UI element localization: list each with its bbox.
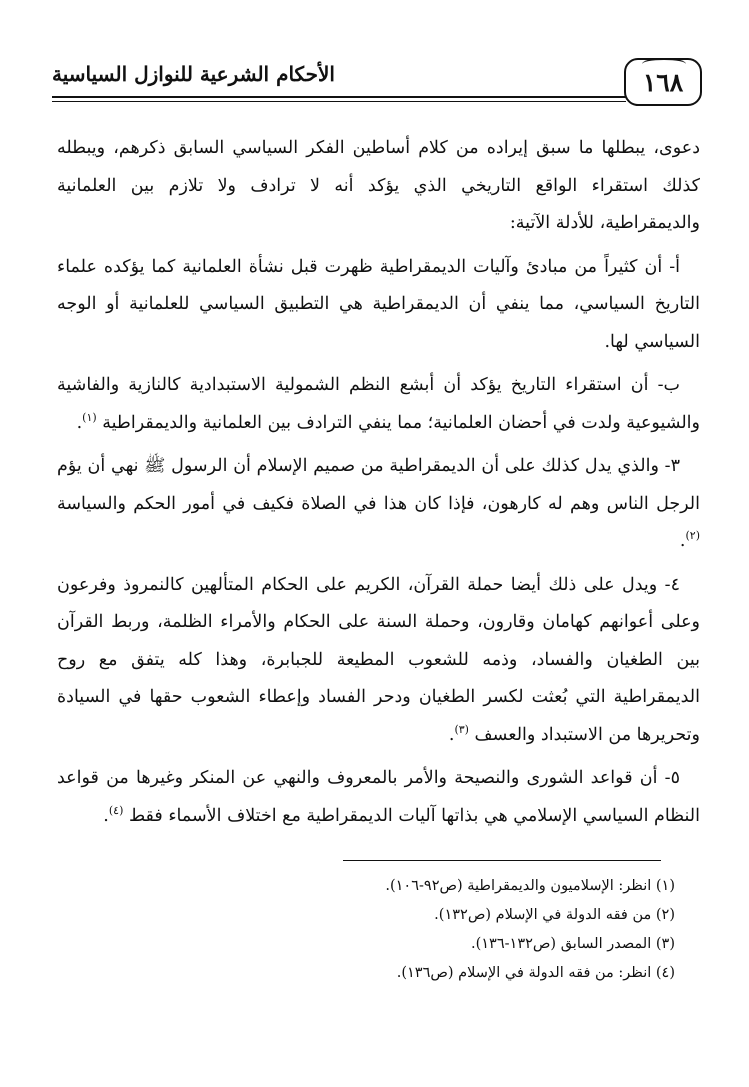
page-number: ١٦٨ xyxy=(642,67,684,97)
footnote-item: (٣) المصدر السابق (ص١٣٢-١٣٦). xyxy=(470,936,675,952)
page-header xyxy=(52,52,702,110)
point-4: ٤- ويدل على ذلك أيضا حملة القرآن، الكريم على الحكام المتألهين كالنمروذ وفرعون وعلى أعوانهم كهامان وقارون، وحملة السنة على الحكام والأمراء الظلمة، وربط القرآن بين الطغيان والفساد، وذمه للشعوب المطيعة للجبابرة، وهذا كله يتفق مع روح الديمقراطية التي بُعثت لكسر الطغيان ودحر الفساد وإعطاء الشعوب حقها في السيادة وتحريرها من الاستبداد والعسف $^{(٣)}$. xyxy=(57,574,700,745)
footnote-ref: (١) xyxy=(82,410,97,424)
header-rule xyxy=(52,96,626,98)
ornament-icon xyxy=(642,58,686,70)
footnote-ref: (٢) xyxy=(685,529,700,543)
point-text: أ- أن كثيراً من مبادئ وآليات الديمقراطية ظهرت قبل نشأة العلمانية كما يؤكده علماء التاريخ السياسي، مما ينفي أن الديمقراطية هي التطبيق السياسي للعلمانية أو الوجه السياسي لها. xyxy=(57,256,700,352)
point-text: ٣- والذي يدل كذلك على أن الديمقراطية من صميم الإسلام أن الرسول ﷺ نهي أن يؤم الرجل الناس وهم له كارهون، فإذا كان هذا في الصلاة فكيف في أمور الحكم والسياسة xyxy=(57,456,700,514)
footnote-separator xyxy=(343,860,661,861)
point-5: ٥- أن قواعد الشورى والنصيحة والأمر بالمعروف والنهي عن المنكر وغيرها من قواعد النظام السياسي الإسلامي هي بذاتها آليات الديمقراطية مع اختلاف الأسماء فقط $^{(٤)}$. xyxy=(57,768,700,826)
footnote-ref: (٤) xyxy=(108,803,124,817)
footnote-item: (٤) انظر: من فقه الدولة في الإسلام (ص١٣٦). xyxy=(396,965,675,981)
point-text: ٤- ويدل على ذلك أيضا حملة القرآن، الكريم على الحكام المتألهين كالنمروذ وفرعون وعلى أعوانهم كهامان وقارون، وحملة السنة على الحكام والأمراء الظلمة، وربط القرآن بين الطغيان والفساد، وذمه للشعوب المطيعة للجبابرة، وهذا كله يتفق مع روح الديمقراطية التي بُعثت لكسر الطغيان ودحر الفساد وإعطاء الشعوب حقها في السيادة وتحريرها من الاستبداد والعسف xyxy=(57,574,700,745)
book-title: الأحكام الشرعية للنوازل السياسية xyxy=(52,62,335,86)
intro-paragraph: دعوى، يبطلها ما سبق إيراده من كلام أساطين الفكر السياسي السابق ذكرهم، ويبطله كذلك استقراء الواقع التاريخي الذي يؤكد أنه لا ترادف ولا تلازم بين العلمانية والديمقراطية، للأدلة الآتية: xyxy=(57,138,700,233)
point-a xyxy=(57,249,700,362)
page-number-frame xyxy=(624,58,702,106)
point-text: ب- أن استقراء التاريخ يؤكد أن أبشع النظم الشمولية الاستبدادية كالنازية والفاشية والشيوعية ولدت في أحضان العلمانية؛ مما ينفي الترادف بين العلمانية والديمقراطية xyxy=(57,375,700,433)
point-b: ب- أن استقراء التاريخ يؤكد أن أبشع النظم الشمولية الاستبدادية كالنازية والفاشية والشيوعية ولدت في أحضان العلمانية؛ مما ينفي الترادف بين العلمانية والديمقراطية $^{(١)}$. xyxy=(57,375,700,433)
point-3: ٣- والذي يدل كذلك على أن الديمقراطية من صميم الإسلام أن الرسول ﷺ نهي أن يؤم الرجل الناس وهم له كارهون، فإذا كان هذا في الصلاة فكيف في أمور الحكم والسياسة $^{(٢)}$. xyxy=(57,456,700,551)
main-text xyxy=(57,130,700,841)
footnote-item: (١) انظر: الإسلاميون والديمقراطية (ص٩٢-١٠٦). xyxy=(385,878,675,894)
footnote-ref: (٣) xyxy=(454,722,469,736)
footnotes-list xyxy=(57,872,675,988)
point-text: ٥- أن قواعد الشورى والنصيحة والأمر بالمعروف والنهي عن المنكر وغيرها من قواعد النظام السياسي الإسلامي هي بذاتها آليات الديمقراطية مع اختلاف الأسماء فقط xyxy=(57,768,700,826)
footnote-item: (٢) من فقه الدولة في الإسلام (ص١٣٢). xyxy=(434,907,675,923)
header-rule-thin xyxy=(52,101,626,102)
